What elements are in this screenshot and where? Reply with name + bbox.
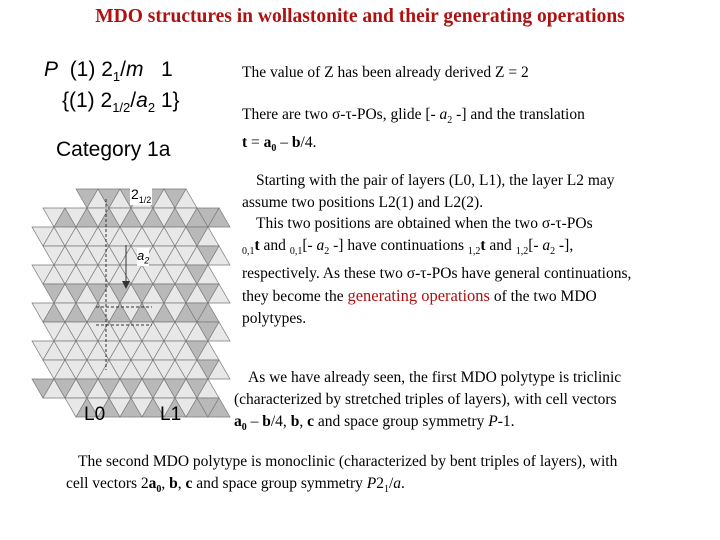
gen-line3-c: have general continuations, — [457, 265, 632, 283]
mono-line2 — [66, 473, 716, 501]
b-vector: b — [291, 134, 301, 152]
mono-dot: . — [401, 475, 405, 492]
a2-label — [137, 248, 149, 266]
paragraph-generating — [242, 213, 712, 330]
paragraph-pos-line2 — [242, 132, 692, 160]
alt-part-c: 1} — [155, 89, 180, 112]
sub-12: 1,2 — [467, 246, 481, 258]
eq-sign: = — [247, 134, 264, 152]
polyhedra-pattern — [32, 189, 230, 417]
t-op: t — [254, 237, 260, 254]
gen-line3-a: respectively. As these two — [242, 265, 407, 283]
gen-line2 — [242, 235, 712, 263]
mono-a-sub: 0 — [156, 484, 162, 496]
pos-text-end: /4. — [300, 134, 317, 152]
t-vector: t — [242, 134, 248, 152]
pos-text-b: , glide [- — [382, 106, 440, 123]
a0-sub: 0 — [271, 143, 277, 155]
tri-line2: (characterized by stretched triples of layers), with cell vectors — [234, 391, 617, 408]
symbol-slash: / — [120, 58, 126, 81]
gen-line4-b: of the two MDO — [489, 288, 597, 306]
gen-line3-b: σ-τ-POs — [406, 265, 458, 283]
slide-title: MDO structures in wollastonite and their generating operations — [95, 6, 625, 27]
a2-inline-sub: 2 — [447, 115, 453, 127]
mono-b: b — [169, 475, 178, 492]
gen-line5: polytypes. — [242, 310, 307, 328]
alt-a2: a — [136, 89, 148, 112]
screw-axis-label — [130, 186, 152, 205]
mono-line1: The second MDO polytype is monoclinic (characterized by bent triples of layers), with — [78, 453, 618, 470]
paragraph-pos — [242, 104, 692, 160]
tri-comma: , — [299, 413, 308, 430]
tri-p-end: -1. — [497, 413, 515, 430]
a2-letter: a — [137, 248, 145, 263]
glide-open-2: [- — [528, 237, 543, 254]
z-value-line: The value of Z has been already derived Z = 2 — [242, 64, 529, 81]
a2-inline-3: a — [542, 237, 551, 254]
tri-line3-end: and space group symmetry — [313, 413, 489, 430]
paragraph-pos-line1 — [242, 104, 692, 132]
pos-text-c: -] and the translation — [452, 106, 585, 123]
tri-line3 — [234, 411, 714, 439]
a0-vector: a — [263, 134, 272, 152]
mono-line2-b: and space group symmetry — [192, 475, 367, 492]
and-2: and — [485, 237, 516, 254]
mono-a2: a — [393, 475, 402, 492]
a2-sub: 2 — [144, 255, 150, 266]
and-1: and — [259, 237, 290, 254]
gen-line4-a: they become the — [242, 288, 348, 306]
alt-slash: / — [130, 89, 137, 112]
mono-line2-a: cell vectors 2 — [66, 475, 149, 492]
pos-text-a: There are two — [242, 106, 332, 123]
alt-symbol — [62, 89, 180, 115]
tri-b: b — [262, 413, 271, 430]
gen-line3 — [242, 263, 712, 285]
layer-label-l0: L0 — [84, 404, 106, 425]
sigma-tau: σ-τ-POs — [331, 106, 383, 123]
gen-line1-a: This two positions are obtained when the two — [256, 215, 542, 232]
gen-line4 — [242, 285, 712, 308]
alt-sub: 1/2 — [112, 100, 131, 116]
mono-c: c — [185, 475, 193, 492]
symbol-part-a: (1) 2 — [69, 58, 113, 81]
mono-21: 2 — [376, 475, 384, 492]
tri-minus: – — [246, 413, 263, 430]
mono-a: a — [148, 475, 157, 492]
layer-group-symbol — [44, 58, 173, 84]
l2-line1: Starting with the pair of layers (L0, L1), the layer L2 may — [256, 172, 615, 189]
tri-a: a — [234, 413, 242, 430]
gen-line1-b: σ-τ-POs — [541, 215, 593, 232]
category-label: Category 1a — [56, 138, 171, 161]
sub-01: 0,1 — [242, 246, 255, 258]
symbol-m: m — [125, 58, 144, 81]
tri-line1: As we have already seen, the first MDO polytype is triclinic — [248, 369, 622, 386]
a2-inline-sub-3: 2 — [550, 246, 556, 258]
a2-inline-2: a — [316, 237, 325, 254]
paragraph-l2 — [242, 170, 712, 214]
mono-slash: / — [388, 475, 394, 492]
tri-c: c — [307, 413, 314, 430]
tri-b2: b — [290, 413, 300, 430]
symbol-p: P — [44, 58, 59, 81]
l2-line2: assume two positions L2(1) and L2(2). — [242, 194, 484, 211]
axis-21: 2 — [131, 186, 139, 202]
glide-close: -] have continuations — [329, 237, 468, 254]
glide-open: [- — [302, 237, 317, 254]
tri-a-sub: 0 — [241, 422, 247, 434]
a2-inline: a — [439, 106, 448, 123]
mono-comma-2: , — [177, 475, 186, 492]
generating-operations-highlight: generating operations — [347, 286, 490, 306]
tri-p: P — [488, 413, 498, 430]
mono-21-sub: 1 — [383, 484, 389, 496]
gen-line1 — [242, 213, 712, 235]
sub-12b: 1,2 — [515, 246, 529, 258]
symbol-part-c: 1 — [160, 58, 173, 81]
layer-label-l1: L1 — [160, 404, 182, 425]
paragraph-triclinic — [234, 367, 714, 439]
symbol-sub: 1 — [112, 69, 121, 85]
minus-sign: – — [276, 134, 292, 152]
sub-01b: 0,1 — [289, 246, 303, 258]
a2-inline-sub-2: 2 — [324, 246, 330, 258]
tri-b4: /4, — [270, 413, 291, 430]
glide-close-2: -], — [555, 237, 574, 254]
alt-a2-sub: 2 — [147, 100, 156, 116]
mono-comma: , — [161, 475, 170, 492]
paragraph-monoclinic — [66, 451, 716, 501]
structure-figure — [22, 175, 232, 435]
mono-p: P — [366, 475, 377, 492]
t-op-2: t — [480, 237, 486, 254]
alt-part-a: {(1) 2 — [62, 89, 113, 112]
axis-21-sub: 1/2 — [138, 194, 152, 205]
